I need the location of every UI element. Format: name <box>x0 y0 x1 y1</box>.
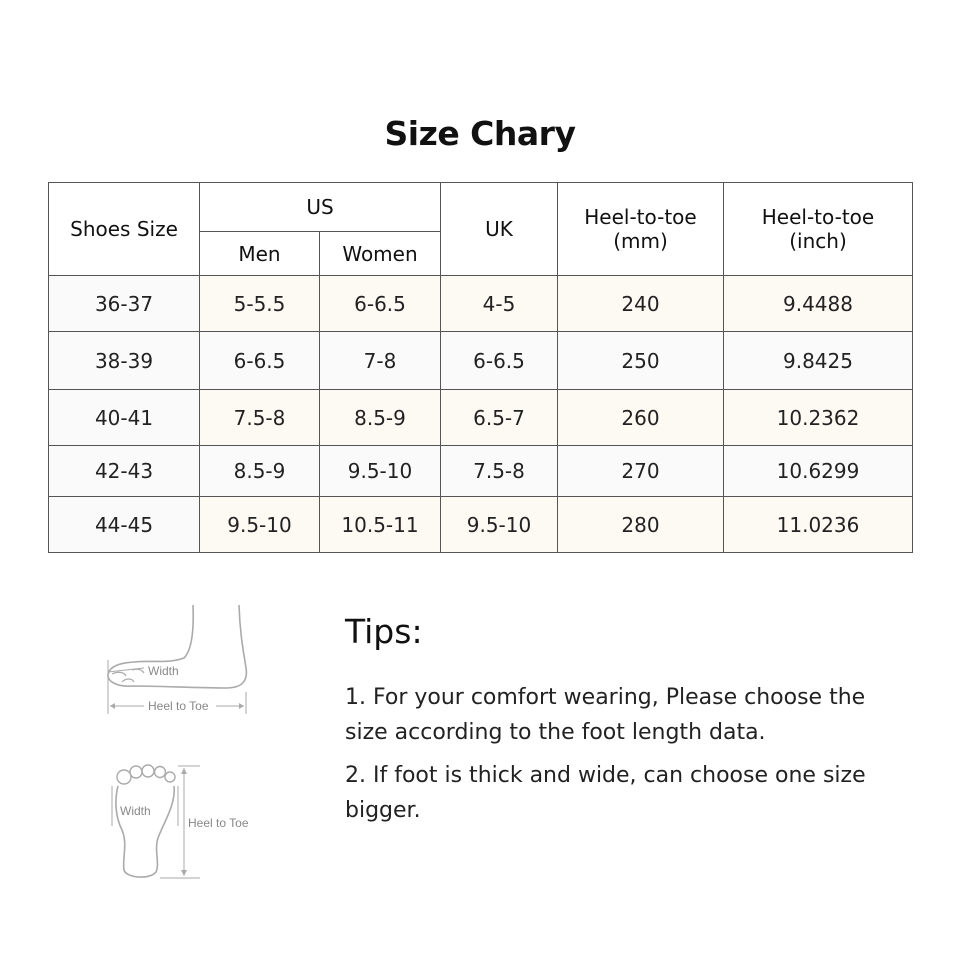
cell-us-men: 6-6.5 <box>200 332 320 390</box>
cell-uk: 6.5-7 <box>441 390 558 446</box>
header-row <box>49 183 913 232</box>
cell-mm: 270 <box>558 446 724 497</box>
cell-inch: 10.2362 <box>724 390 913 446</box>
foot-top-view-diagram <box>98 760 268 885</box>
cell-uk: 4-5 <box>441 276 558 332</box>
page-title: Size Chary <box>384 114 576 153</box>
table-row <box>49 276 913 332</box>
cell-us-men: 9.5-10 <box>200 497 320 553</box>
size-chart-table <box>48 182 913 553</box>
cell-size: 38-39 <box>49 332 200 390</box>
header-us: US <box>200 183 441 232</box>
foot-side-view-diagram <box>98 600 258 720</box>
cell-us-women: 7-8 <box>320 332 441 390</box>
cell-us-women: 6-6.5 <box>320 276 441 332</box>
header-uk: UK <box>441 183 558 276</box>
foot-top-outline <box>116 786 174 877</box>
side-width-label: Width <box>148 664 179 678</box>
header-us-women: Women <box>320 232 441 276</box>
header-heel-inch-line2: (inch) <box>789 229 847 253</box>
cell-size: 42-43 <box>49 446 200 497</box>
top-length-label: Heel to Toe <box>188 816 249 830</box>
cell-uk: 6-6.5 <box>441 332 558 390</box>
cell-mm: 280 <box>558 497 724 553</box>
cell-us-women: 8.5-9 <box>320 390 441 446</box>
header-heel-mm-line2: (mm) <box>613 229 668 253</box>
cell-mm: 260 <box>558 390 724 446</box>
header-heel-mm <box>558 183 724 276</box>
cell-inch: 9.8425 <box>724 332 913 390</box>
cell-size: 44-45 <box>49 497 200 553</box>
toe-1 <box>117 770 131 784</box>
header-shoes-size: Shoes Size <box>49 183 200 276</box>
toe-2 <box>130 766 142 778</box>
cell-us-women: 10.5-11 <box>320 497 441 553</box>
table-row <box>49 390 913 446</box>
side-length-label: Heel to Toe <box>148 699 209 713</box>
cell-us-women: 9.5-10 <box>320 446 441 497</box>
toe-4 <box>155 767 166 778</box>
toe-5 <box>165 772 175 782</box>
cell-inch: 10.6299 <box>724 446 913 497</box>
cell-mm: 240 <box>558 276 724 332</box>
cell-us-men: 8.5-9 <box>200 446 320 497</box>
toe-3 <box>142 765 154 777</box>
cell-us-men: 5-5.5 <box>200 276 320 332</box>
top-width-label: Width <box>120 804 151 818</box>
header-heel-inch <box>724 183 913 276</box>
cell-uk: 9.5-10 <box>441 497 558 553</box>
cell-mm: 250 <box>558 332 724 390</box>
cell-uk: 7.5-8 <box>441 446 558 497</box>
tip-2: 2. If foot is thick and wide, can choose one size bigger. <box>345 763 866 823</box>
cell-inch: 11.0236 <box>724 497 913 553</box>
table-row <box>49 497 913 553</box>
cell-inch: 9.4488 <box>724 276 913 332</box>
width-line <box>108 668 144 672</box>
tips-title: Tips: <box>345 612 423 651</box>
table-row <box>49 332 913 390</box>
cell-size: 36-37 <box>49 276 200 332</box>
header-heel-mm-line1: Heel-to-toe <box>584 205 697 229</box>
tip-1: 1. For your comfort wearing, Please choose the size according to the foot length data. <box>345 685 866 745</box>
header-heel-inch-line1: Heel-to-toe <box>761 205 875 229</box>
header-us-men: Men <box>200 232 320 276</box>
cell-us-men: 7.5-8 <box>200 390 320 446</box>
table-row <box>49 446 913 497</box>
cell-size: 40-41 <box>49 390 200 446</box>
